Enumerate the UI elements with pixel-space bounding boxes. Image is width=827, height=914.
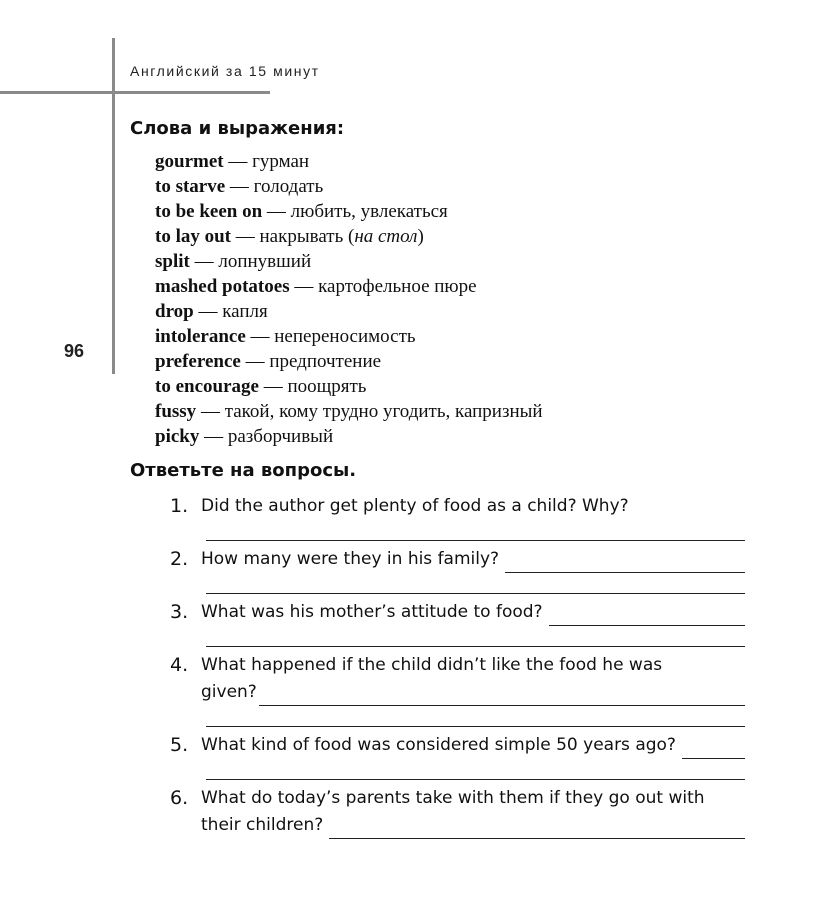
question-item bbox=[170, 652, 745, 727]
question-item bbox=[170, 732, 745, 780]
vocab-term: to lay out bbox=[155, 226, 231, 247]
vocab-item bbox=[155, 274, 543, 299]
question-item bbox=[170, 546, 745, 594]
vocab-term: intolerance bbox=[155, 326, 246, 347]
question-item bbox=[170, 599, 745, 647]
vocab-term: picky bbox=[155, 426, 200, 447]
answer-line[interactable] bbox=[206, 706, 745, 727]
vocab-item bbox=[155, 174, 543, 199]
vertical-rule bbox=[112, 38, 115, 374]
questions-list bbox=[170, 493, 745, 839]
question-item bbox=[170, 785, 745, 839]
vocab-term: preference bbox=[155, 351, 241, 372]
vocab-item bbox=[155, 424, 543, 449]
answer-line[interactable] bbox=[206, 759, 745, 780]
vocab-term: to starve bbox=[155, 176, 226, 197]
vocab-definition: — разборчивый bbox=[199, 426, 334, 447]
question-text: What do today’s parents take with them if they go out with bbox=[201, 788, 705, 808]
answer-blank[interactable] bbox=[505, 553, 745, 573]
question-number: 4. bbox=[170, 654, 189, 676]
vocab-term: gourmet bbox=[155, 151, 224, 172]
vocab-definition: — голодать bbox=[225, 176, 324, 197]
running-head: Английский за 15 минут bbox=[130, 63, 320, 79]
vocab-definition: — гурман bbox=[223, 151, 310, 172]
question-text: Did the author get plenty of food as a child? Why? bbox=[201, 496, 629, 516]
question-text-continued: given? bbox=[201, 682, 257, 702]
vocab-item bbox=[155, 299, 543, 324]
vocab-item bbox=[155, 349, 543, 374]
vocab-note-close: ) bbox=[417, 226, 424, 247]
answer-line[interactable] bbox=[206, 520, 745, 541]
vocab-item bbox=[155, 224, 543, 249]
vocab-definition: — лопнувший bbox=[189, 251, 312, 272]
question-number: 5. bbox=[170, 734, 189, 756]
vocab-item bbox=[155, 249, 543, 274]
answer-blank[interactable] bbox=[329, 819, 745, 839]
vocab-item bbox=[155, 199, 543, 224]
vocab-definition: — капля bbox=[193, 301, 268, 322]
vocab-definition: — непереносимость bbox=[245, 326, 416, 347]
question-text: How many were they in his family? bbox=[201, 549, 500, 569]
question-item bbox=[170, 493, 745, 541]
vocab-note: на стол bbox=[354, 226, 418, 247]
question-text: What happened if the child didn’t like the food he was bbox=[201, 655, 663, 675]
vocab-definition: — такой, кому трудно угодить, капризный bbox=[196, 401, 543, 422]
vocab-definition: — картофельное пюре bbox=[289, 276, 477, 297]
answer-line[interactable] bbox=[206, 626, 745, 647]
question-number: 1. bbox=[170, 495, 189, 517]
vocab-definition: — поощрять bbox=[258, 376, 367, 397]
vocab-term: drop bbox=[155, 301, 194, 322]
vocab-term: to be keen on bbox=[155, 201, 263, 222]
vocab-term: mashed potatoes bbox=[155, 276, 290, 297]
answer-blank[interactable] bbox=[259, 686, 745, 706]
answer-blank[interactable] bbox=[682, 739, 745, 759]
vocab-definition: — предпочтение bbox=[240, 351, 382, 372]
vocab-item bbox=[155, 399, 543, 424]
vocab-term: split bbox=[155, 251, 190, 272]
question-number: 6. bbox=[170, 787, 189, 809]
vocab-item bbox=[155, 149, 543, 174]
vocab-item bbox=[155, 374, 543, 399]
question-text: What kind of food was considered simple 50 years ago? bbox=[201, 735, 676, 755]
answer-line[interactable] bbox=[206, 573, 745, 594]
vocab-item bbox=[155, 324, 543, 349]
vocab-definition: — накрывать ( bbox=[231, 226, 355, 247]
questions-heading: Ответьте на вопросы. bbox=[130, 460, 357, 481]
question-number: 2. bbox=[170, 548, 189, 570]
vocab-definition: — любить, увлекаться bbox=[262, 201, 448, 222]
question-number: 3. bbox=[170, 601, 189, 623]
vocab-term: fussy bbox=[155, 401, 197, 422]
page-number: 96 bbox=[64, 341, 85, 361]
answer-blank[interactable] bbox=[549, 606, 745, 626]
vocabulary-heading: Слова и выражения: bbox=[130, 118, 345, 139]
question-text-continued: their children? bbox=[201, 815, 324, 835]
vocabulary-list bbox=[155, 149, 543, 449]
question-text: What was his mother’s attitude to food? bbox=[201, 602, 543, 622]
horizontal-rule bbox=[0, 91, 270, 94]
vocab-term: to encourage bbox=[155, 376, 259, 397]
